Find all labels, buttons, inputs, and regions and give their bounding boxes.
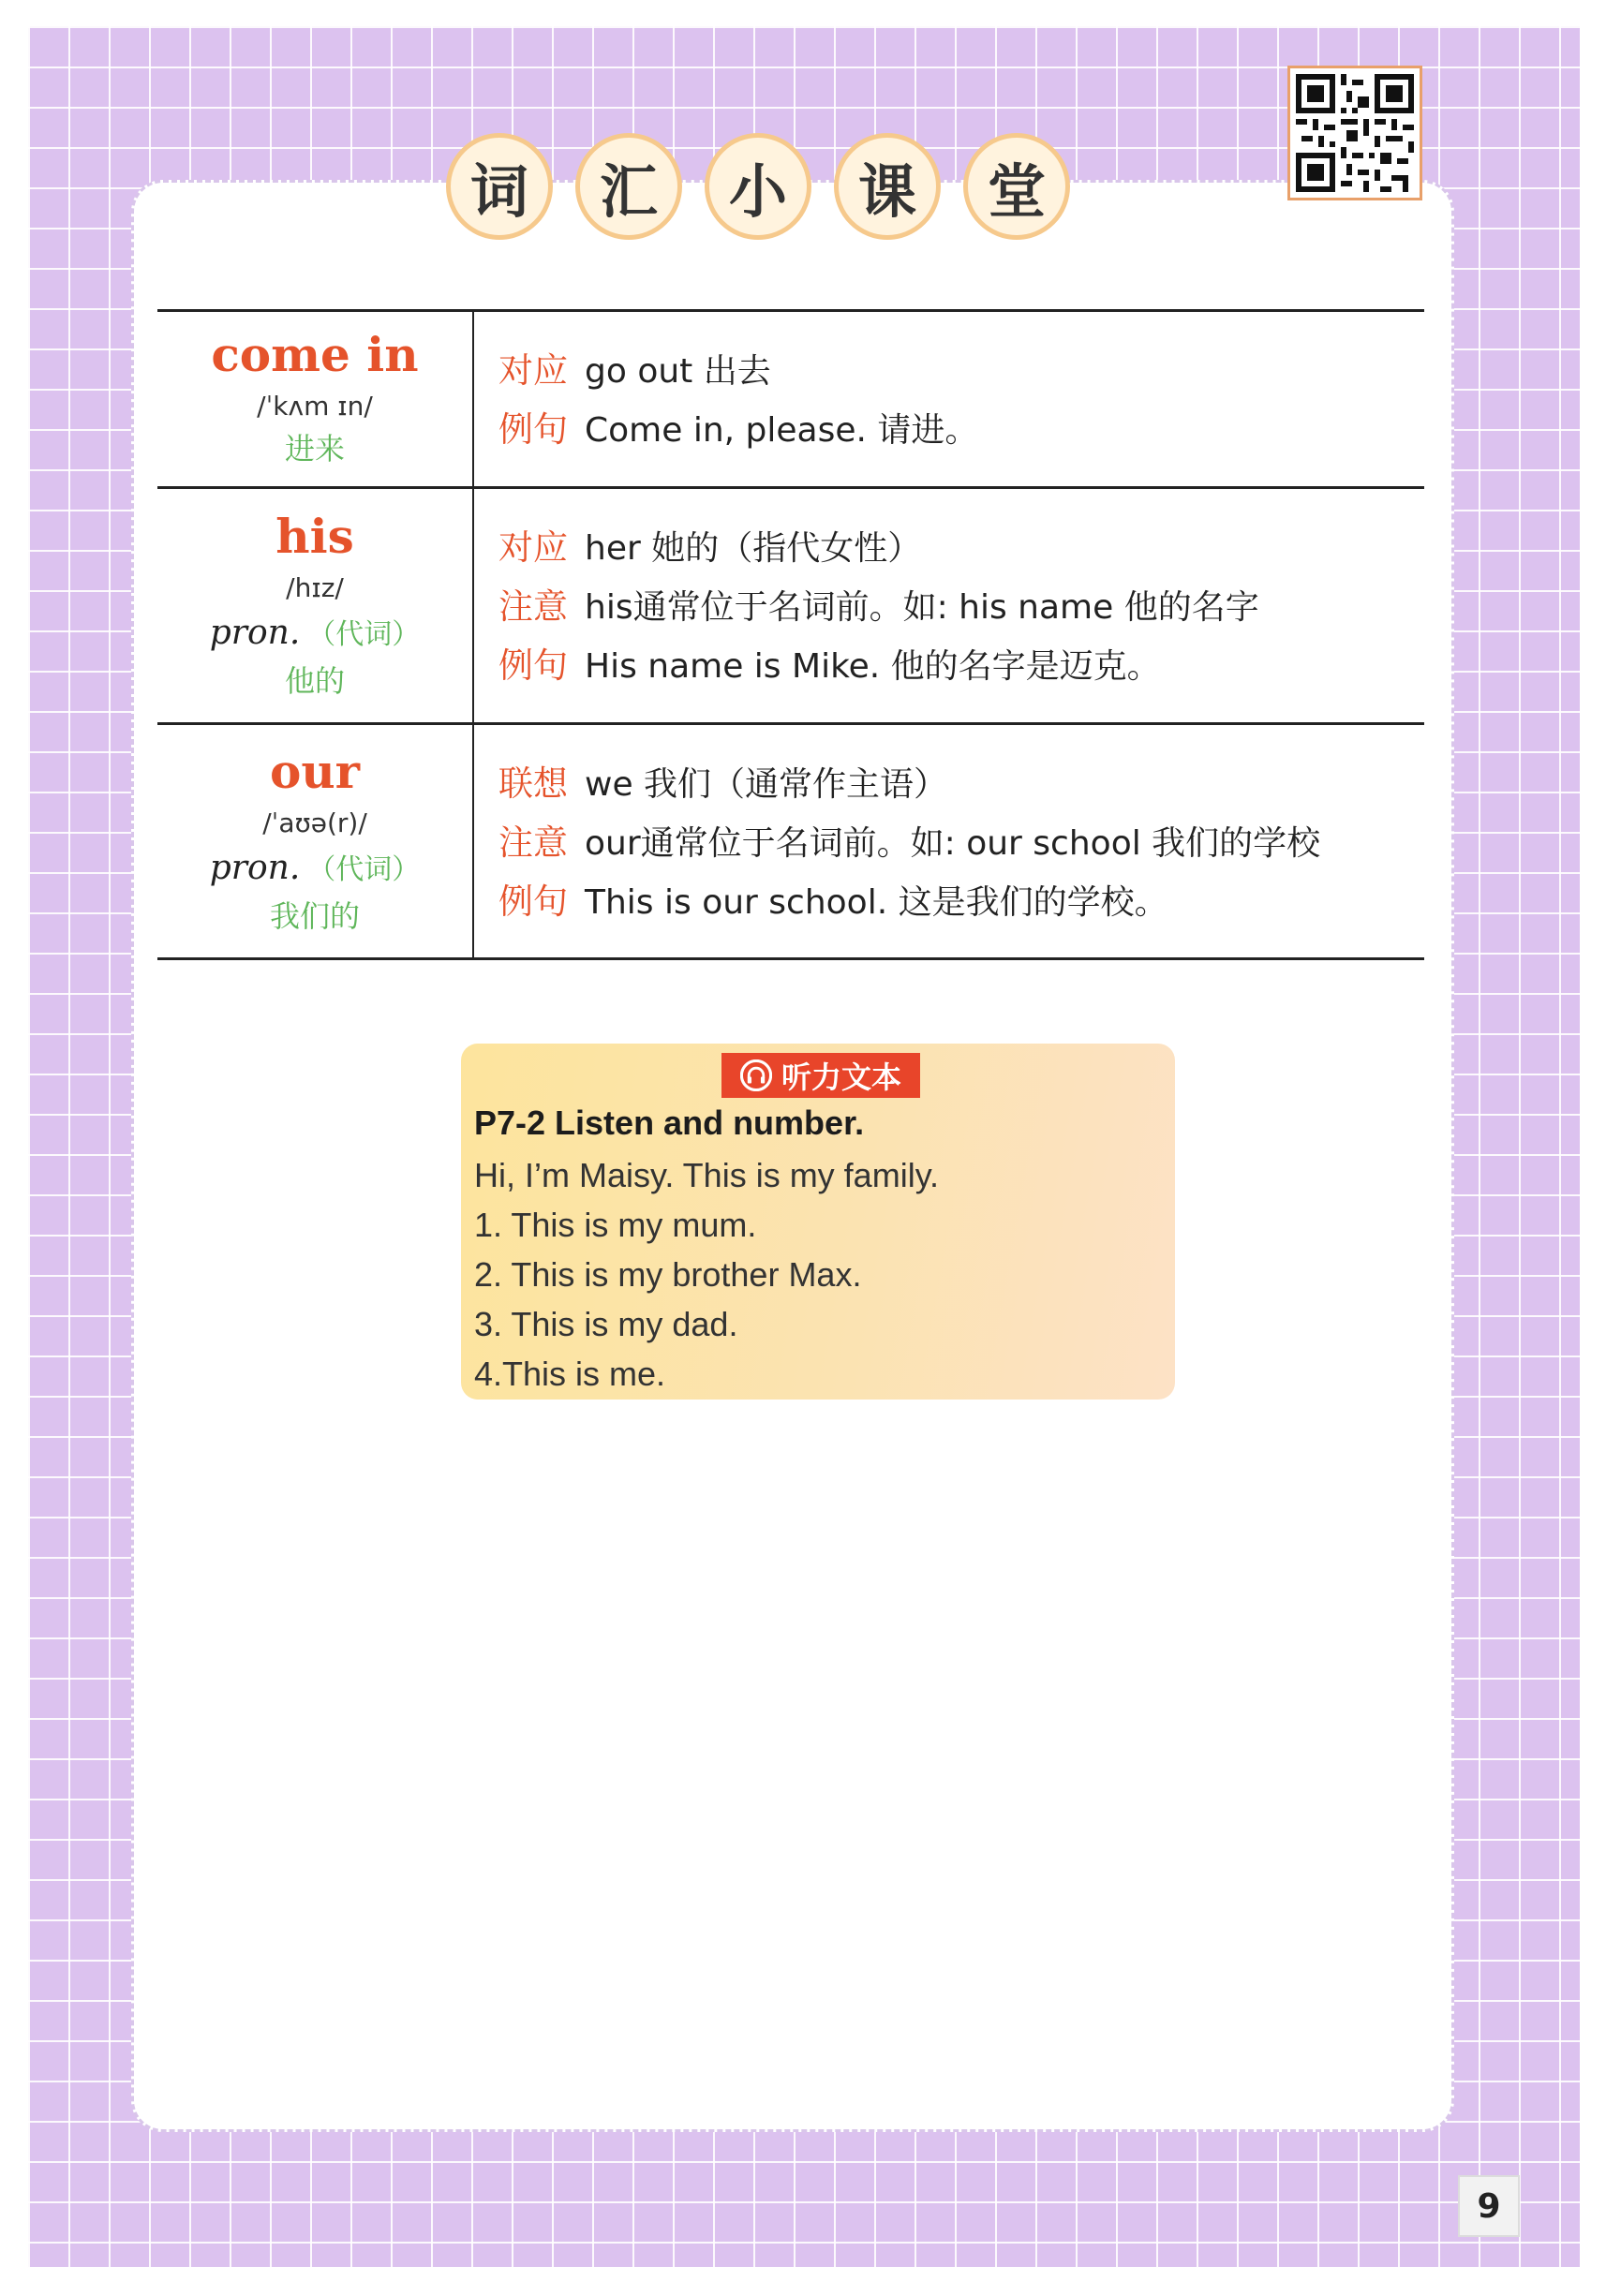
qr-code-icon[interactable] <box>1287 66 1422 200</box>
note-text: our通常位于名词前。如: our school 我们的学校 <box>585 823 1321 863</box>
note-line <box>498 755 1424 814</box>
pos-abbr: pron. <box>209 849 301 887</box>
note-tag: 对应 <box>498 350 568 391</box>
listening-title: P7-2 Listen and number. <box>474 1104 865 1142</box>
note-text: her 她的（指代女性） <box>585 529 922 568</box>
note-line <box>498 342 1424 401</box>
listening-lines <box>474 1150 939 1399</box>
listening-script-box <box>461 1044 1175 1400</box>
listening-line: 3. This is my dad. <box>474 1305 738 1343</box>
note-line <box>498 578 1424 637</box>
note-line <box>498 814 1424 873</box>
note-tag: 对应 <box>498 527 568 568</box>
vocab-meaning: 我们的 <box>269 898 360 934</box>
listening-badge-label: 听力文本 <box>781 1059 901 1095</box>
vocab-part-of-speech <box>210 846 421 893</box>
note-text: we 我们（通常作主语） <box>585 764 948 804</box>
title-char: 课 <box>834 133 941 240</box>
title-char: 堂 <box>963 133 1070 240</box>
note-text: his通常位于名词前。如: his name 他的名字 <box>585 588 1259 627</box>
note-tag: 例句 <box>498 409 568 450</box>
page-number: 9 <box>1458 2175 1520 2237</box>
vocab-row <box>157 725 1424 960</box>
vocab-word-cell <box>157 725 474 957</box>
note-tag: 注意 <box>498 586 568 627</box>
vocab-word: our <box>269 744 361 799</box>
note-line <box>498 401 1424 460</box>
note-line <box>498 519 1424 578</box>
vocab-phonetic: /hɪz/ <box>286 571 344 603</box>
note-tag: 例句 <box>498 645 568 686</box>
vocab-notes <box>474 725 1424 957</box>
vocab-notes <box>474 489 1424 722</box>
listening-badge <box>721 1053 920 1098</box>
note-text: Come in, please. 请进。 <box>585 411 979 450</box>
listening-line: Hi, I’m Maisy. This is my family. <box>474 1156 940 1194</box>
title-char: 词 <box>446 133 553 240</box>
vocab-notes <box>474 312 1424 486</box>
vocab-row <box>157 312 1424 489</box>
pos-abbr: pron. <box>209 613 301 652</box>
vocab-phonetic: /ˈkʌm ɪn/ <box>257 391 373 422</box>
vocab-row <box>157 489 1424 725</box>
listening-line: 1. This is my mum. <box>474 1206 757 1244</box>
pos-chinese: （代词） <box>307 617 421 651</box>
vocabulary-table <box>157 309 1424 960</box>
vocab-phonetic: /ˈaʊə(r)/ <box>262 807 367 838</box>
listening-line: 2. This is my brother Max. <box>474 1255 862 1294</box>
note-tag: 例句 <box>498 881 568 922</box>
note-text: go out 出去 <box>585 352 771 391</box>
vocab-word: his <box>275 508 354 564</box>
vocab-word-cell <box>157 312 474 486</box>
pos-chinese: （代词） <box>307 853 421 886</box>
note-line <box>498 637 1424 696</box>
note-tag: 注意 <box>498 822 568 863</box>
headphones-icon <box>740 1059 772 1091</box>
title-char: 小 <box>705 133 811 240</box>
vocab-meaning: 进来 <box>284 431 345 467</box>
note-tag: 联想 <box>498 763 568 804</box>
note-text: This is our school. 这是我们的学校。 <box>585 882 1168 922</box>
vocab-part-of-speech <box>210 611 421 658</box>
note-line <box>498 873 1424 932</box>
note-text: His name is Mike. 他的名字是迈克。 <box>585 647 1161 686</box>
listening-line: 4.This is me. <box>474 1355 666 1393</box>
vocab-word-cell <box>157 489 474 722</box>
title-char: 汇 <box>575 133 682 240</box>
vocab-meaning: 他的 <box>284 662 345 699</box>
vocab-word: come in <box>211 327 419 382</box>
